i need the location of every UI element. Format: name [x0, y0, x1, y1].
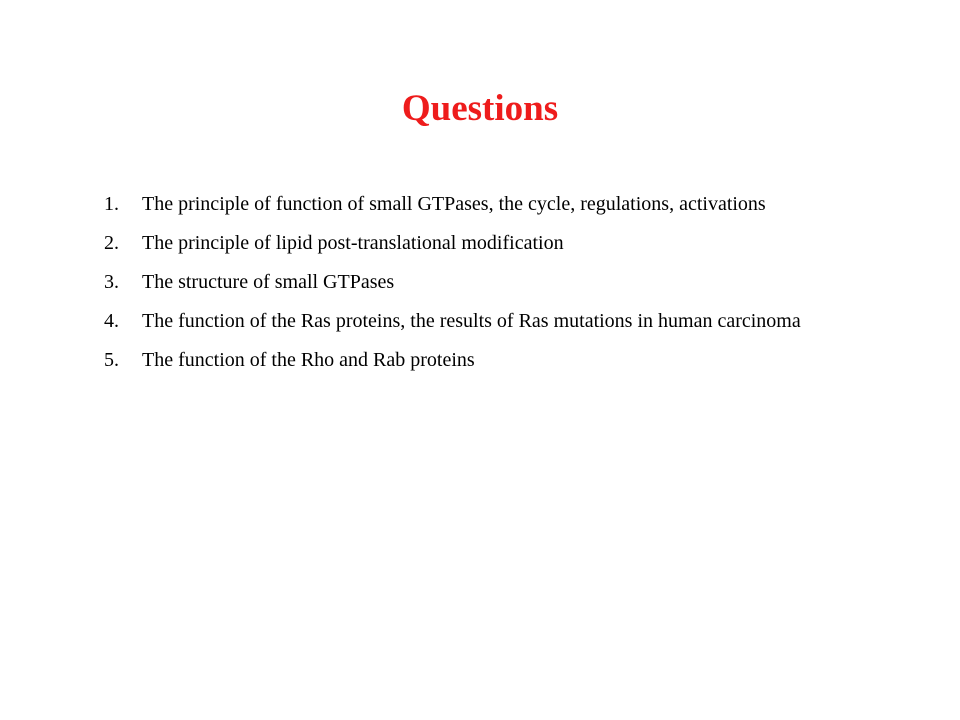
list-item	[104, 190, 844, 219]
list-item-text: The function of the Ras proteins, the results of Ras mutations in human carcinoma	[142, 310, 801, 332]
list-item-number: 5.	[104, 349, 119, 371]
questions-list	[104, 190, 844, 385]
slide-title: Questions	[401, 88, 559, 129]
list-item	[104, 307, 844, 336]
list-item-number: 1.	[104, 193, 119, 215]
list-item-text: The structure of small GTPases	[142, 271, 395, 293]
list-item	[104, 268, 844, 297]
list-item-number: 4.	[104, 310, 119, 332]
list-item-number: 3.	[104, 271, 119, 293]
list-item-number: 2.	[104, 232, 119, 254]
list-item-text: The principle of lipid post-translational modification	[142, 232, 564, 254]
list-item-text: The function of the Rho and Rab proteins	[142, 349, 475, 371]
list-item-text: The principle of function of small GTPases, the cycle, regulations, activations	[142, 193, 766, 215]
list-item	[104, 229, 844, 258]
list-item	[104, 346, 844, 375]
